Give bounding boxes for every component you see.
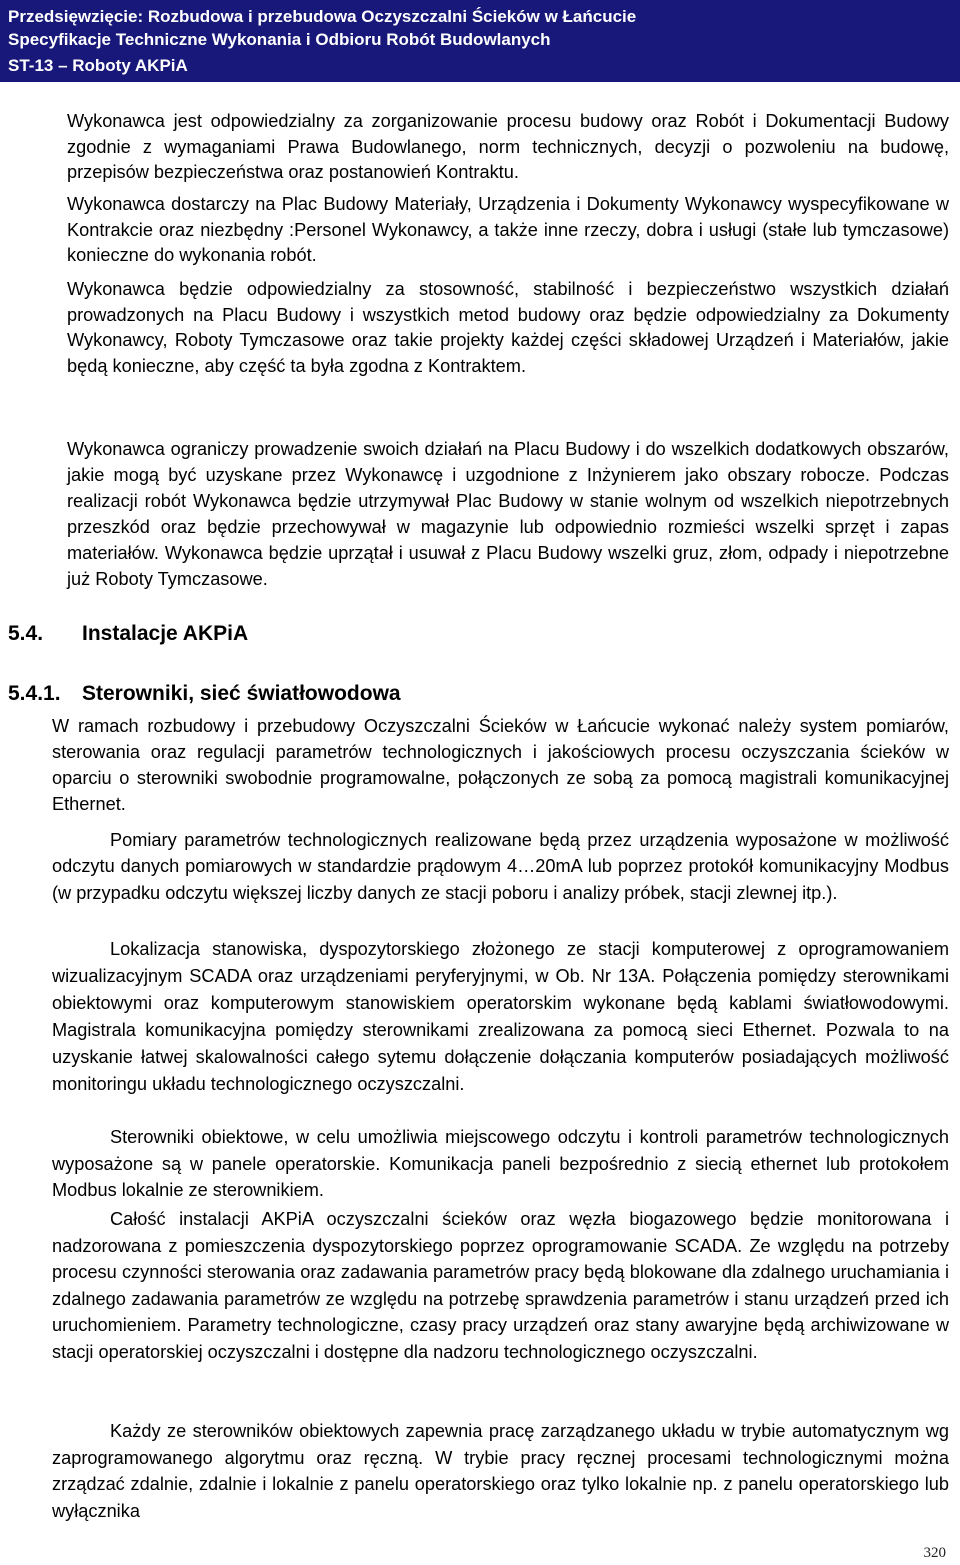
subsection-number: 5.4.1. — [8, 682, 61, 705]
paragraph-contractor-site: Wykonawca ograniczy prowadzenie swoich działań na Placu Budowy i do wszelkich dodatkowych obszarów, jakie mogą być uzyskane przez Wykonawcę i uzgodnione z Inżynierem jako obszary robocze. Podczas realizacji robót Wykonawca będzie utrzymywał Plac Budowy w stanie wolnym od wszelkich niepotrzebnych przeszkód oraz będzie przechowywał w magazynie lub odpowiednio rozmieści wszelki sprzęt i zapas materiałów. Wykonawca będzie uprzątał i usuwał z Placu Budowy wszelki gruz, złom, odpady i niepotrzebne już Roboty Tymczasowe. — [67, 439, 949, 589]
paragraph-contractor-supplies: Wykonawca dostarczy na Plac Budowy Materiały, Urządzenia i Dokumenty Wykonawcy wyspecyfikowane w Kontrakcie oraz niezbędny :Personel Wykonawcy, a także inne rzeczy, dobra i usługi (stałe lub tymczasowe) konieczne do wykonania robót. — [67, 194, 949, 265]
section-title: Instalacje AKPiA — [82, 622, 249, 645]
header-section-code: ST-13 – Roboty AKPiA — [8, 56, 188, 75]
paragraph-dispatch-station: Lokalizacja stanowiska, dyspozytorskiego złożonego ze stacji komputerowej z oprogramowaniem wizualizacyjnym SCADA oraz urządzeniami peryferyjnymi, w Ob. Nr 13A. Połączenia pomiędzy sterownikami obiektowymi oraz komputerowym stanowiskiem operatorskim wykonane będą kablami światłowodowymi. Magistrala komunikacyjna pomiędzy sterownikami zrealizowana za pomocą sieci Ethernet. Pozwala to na uzyskanie łatwej skalowalności całego sytemu dołączenie dołączania komputerów posiadających możliwość monitoringu układu technologicznego oczyszczalni. — [52, 939, 949, 1094]
paragraph-operating-modes: Każdy ze sterowników obiektowych zapewnia pracę zarządzanego układu w trybie automatycznym wg zaprogramowanego algorytmu oraz ręczną. W trybie pracy ręcznej procesami technologicznymi można zrządzać zdalnie, zdalnie i lokalnie z panelu operatorskiego oraz tylko lokalnie np. z panelu operatorskiego lub wyłącznika — [52, 1421, 949, 1521]
subsection-title: Sterowniki, sieć światłowodowa — [82, 682, 401, 705]
paragraph-contractor-responsibility: Wykonawca jest odpowiedzialny za zorganizowanie procesu budowy oraz Robót i Dokumentacji Budowy zgodnie z wymaganiami Prawa Budowlanego, norm technicznych, decyzji o pozwoleniu na budowę, przepisów bezpieczeństwa oraz postanowień Kontraktu. — [67, 111, 949, 183]
paragraph-scope: W ramach rozbudowy i przebudowy Oczyszczalni Ścieków w Łańcucie wykonać należy system pomiarów, sterowania oraz regulacji parametrów technologicznych i jakościowych procesu oczyszczania ścieków w oparciu o sterowniki swobodnie programowalne, połączonych ze sobą za pomocą magistrali komunikacyjnej Ethernet. — [52, 716, 949, 815]
subsection-heading — [8, 682, 401, 706]
paragraph-measurements: Pomiary parametrów technologicznych realizowane będą przez urządzenia wyposażone w możliwość odczytu danych pomiarowych w standardzie prądowym 4…20mA lub poprzez protokół komunikacyjny Modbus (w przypadku odczytu większej liczby danych ze stacji poboru i analizy próbek, stacji zlewnej itp.). — [52, 830, 949, 903]
document-header — [0, 0, 960, 82]
paragraph-scada-monitoring: Całość instalacji AKPiA oczyszczalni ścieków oraz węzła biogazowego będzie monitorowana i nadzorowana z pomieszczenia dyspozytorskiego poprzez oprogramowanie SCADA. Ze względu na potrzeby procesu czynności sterowania oraz zadawania parametrów pracy będą blokowane dla zdalnego uruchamiania i zdalnego zadawania parametrów ze względu na potrzebę sprawdzenia parametrów i stanu urządzeń przed ich uruchomieniem. Parametry technologiczne, czasy pracy urządzeń oraz stany awaryjne będą archiwizowane w stacji operatorskiej oczyszczalni i dostępne dla nadzoru technologicznego oczyszczalni. — [52, 1209, 949, 1362]
section-number: 5.4. — [8, 622, 44, 645]
section-heading — [8, 622, 248, 646]
header-specification-title: Specyfikacje Techniczne Wykonania i Odbioru Robót Budowlanych — [8, 30, 551, 49]
paragraph-contractor-safety: Wykonawca będzie odpowiedzialny za stosowność, stabilność i bezpieczeństwo wszystkich działań prowadzonych na Placu Budowy i wszystkich metod budowy oraz będzie odpowiedzialny za Dokumenty Wykonawcy, Roboty Tymczasowe oraz takie projekty każdej części składowej Urządzeń i Materiałów, jakie będą konieczne, aby część ta była zgodna z Kontraktem. — [67, 279, 949, 377]
header-project-title: Przedsięwzięcie: Rozbudowa i przebudowa Oczyszczalni Ścieków w Łańcucie — [8, 7, 637, 26]
page-number: 320 — [923, 1545, 946, 1561]
paragraph-field-controllers: Sterowniki obiektowe, w celu umożliwia miejscowego odczytu i kontroli parametrów technologicznych wyposażone są w panele operatorskie. Komunikacja paneli bezpośrednio z siecią ethernet lub protokołem Modbus lokalnie ze sterownikiem. — [52, 1127, 949, 1200]
